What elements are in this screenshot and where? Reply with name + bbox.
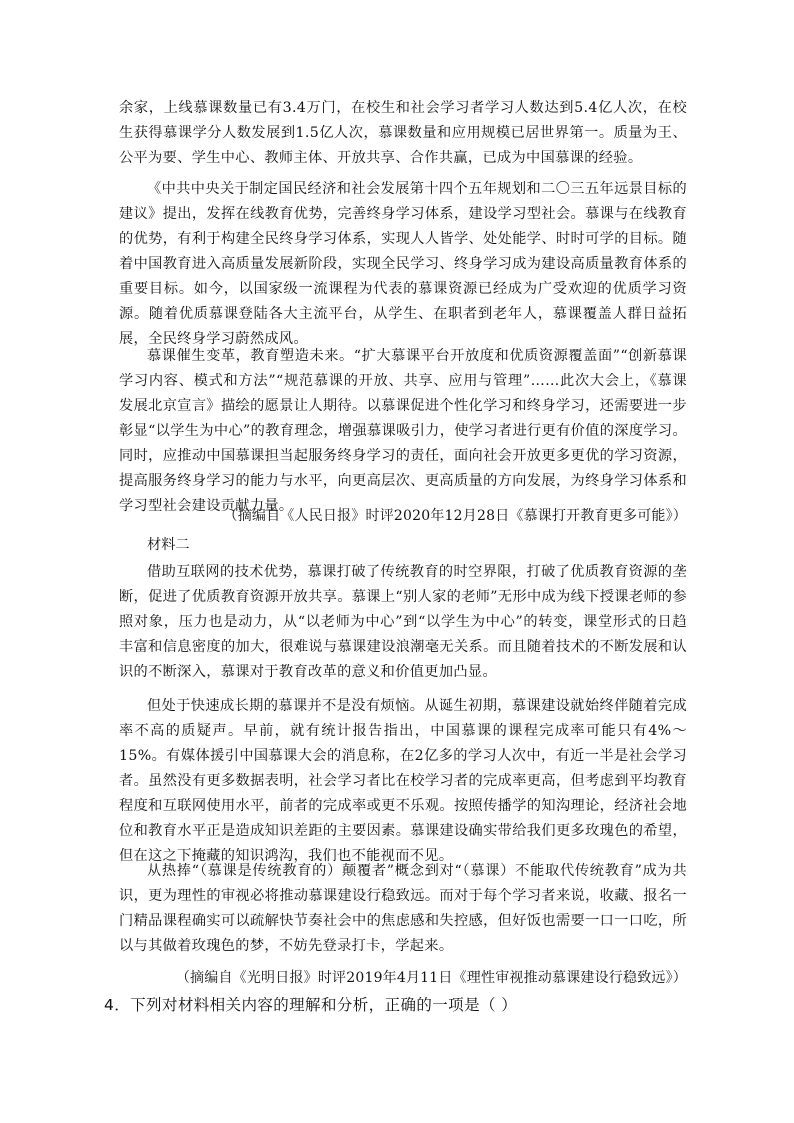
- paragraph-five-year-plan: 《中共中央关于制定国民经济和社会发展第十四个五年规划和二〇三五年远景目标的建议》提出，发挥在线教育优势，完善终身学习体系，建设学习型社会。慕课与在线教育的优势，有利于构建全民终身学习体系，实现人人皆学、处处能学、时时可学的目标。随着中国教育进入高质量发展新阶段，实现全民学习、终身学习成为建设高质量教育体系的重要目标。如今，以国家级一流课程为代表的慕课资源已经成为广受欢迎的优质学习资源。随着优质慕课登陆各大主流平台，从学生、在职者到老年人，慕课覆盖人群日益拓展，全民终身学习蔚然成风。: [119, 181, 687, 347]
- paragraph-mooc-reform: 慕课催生变革，教育塑造未来。“扩大慕课平台开放度和优质资源覆盖面”“创新慕课学习内容、模式和方法”“规范慕课的开放、共享、应用与管理”……此次大会上，《慕课发展北京宣言》描绘的愿景让人期待。以慕课促进个性化学习和终身学习，还需要进一步彰显“以学生为中心”的教育理念，增强慕课吸引力，使学习者进行更有价值的深度学习。同时，应推动中国慕课担当起服务终身学习的责任，面向社会开放更多更优的学习资源，提高服务终身学习的能力与水平，向更高层次、更高质量的方向发展，为终身学习体系和学习型社会建设贡献力量。: [119, 348, 687, 514]
- paragraph-mooc-stats: 余家，上线慕课数量已有3.4万门，在校生和社会学习者学习人数达到5.4亿人次，在校生获得慕课学分人数发展到1.5亿人次，慕课数量和应用规模已居世界第一。质量为王、公平为要、学生中心、教师主体、开放共享、合作共赢，已成为中国慕课的经验。: [119, 100, 687, 166]
- paragraph-mooc-troubles: 但处于快速成长期的慕课并不是没有烦恼。从诞生初期，慕课建设就始终伴随着完成率不高的质疑声。早前，就有统计报告指出，中国慕课的课程完成率可能只有4%～15%。有媒体援引中国慕课大会的消息称，在2亿多的学习人次中，有近一半是社会学习者。虽然没有更多数据表明，社会学习者比在校学习者的完成率更高，但考虑到平均教育程度和互联网使用水平，前者的完成率或更不乐观。按照传播学的知沟理论，经济社会地位和教育水平正是造成知识差距的主要因素。慕课建设确实带给我们更多玫瑰色的希望，但在这之下掩藏的知识鸿沟，我们也不能视而不见。: [119, 698, 687, 864]
- paragraph-rational-view: 从热捧“（慕课是传统教育的）颠覆者”概念到对“（慕课）不能取代传统教育”成为共识，更为理性的审视必将推动慕课建设行稳致远。而对于每个学习者来说，收藏、报名一门精品课程确实可以疏解快节奏社会中的焦虑感和失控感，但好饭也需要一口一口吃，所以与其做着玫瑰色的梦，不妨先登录打卡，学起来。: [119, 863, 687, 954]
- material-two-label: 材料二: [147, 537, 190, 553]
- paragraph-internet-advantage: 借助互联网的技术优势，慕课打破了传统教育的时空界限，打破了优质教育资源的垄断，促进了优质教育资源开放共享。慕课上“别人家的老师”无形中成为线下授课老师的参照对象，压力也是动力，从“以老师为中心”到“以学生为中心”的转变，课堂形式的日趋丰富和信息密度的加大，很难说与慕课建设浪潮毫无关系。而且随着技术的不断发展和认识的不断深入，慕课对于教育改革的意义和价值更加凸显。: [119, 564, 687, 680]
- question-4: 4．下列对材料相关内容的理解和分析，正确的一项是（ ）: [104, 996, 518, 1014]
- source-citation-1: （摘编自《人民日报》时评2020年12月28日《慕课打开教育更多可能》）: [223, 508, 687, 524]
- source-citation-2: （摘编自《光明日报》时评2019年4月11日《理性审视推动慕课建设行稳致远》）: [175, 970, 687, 986]
